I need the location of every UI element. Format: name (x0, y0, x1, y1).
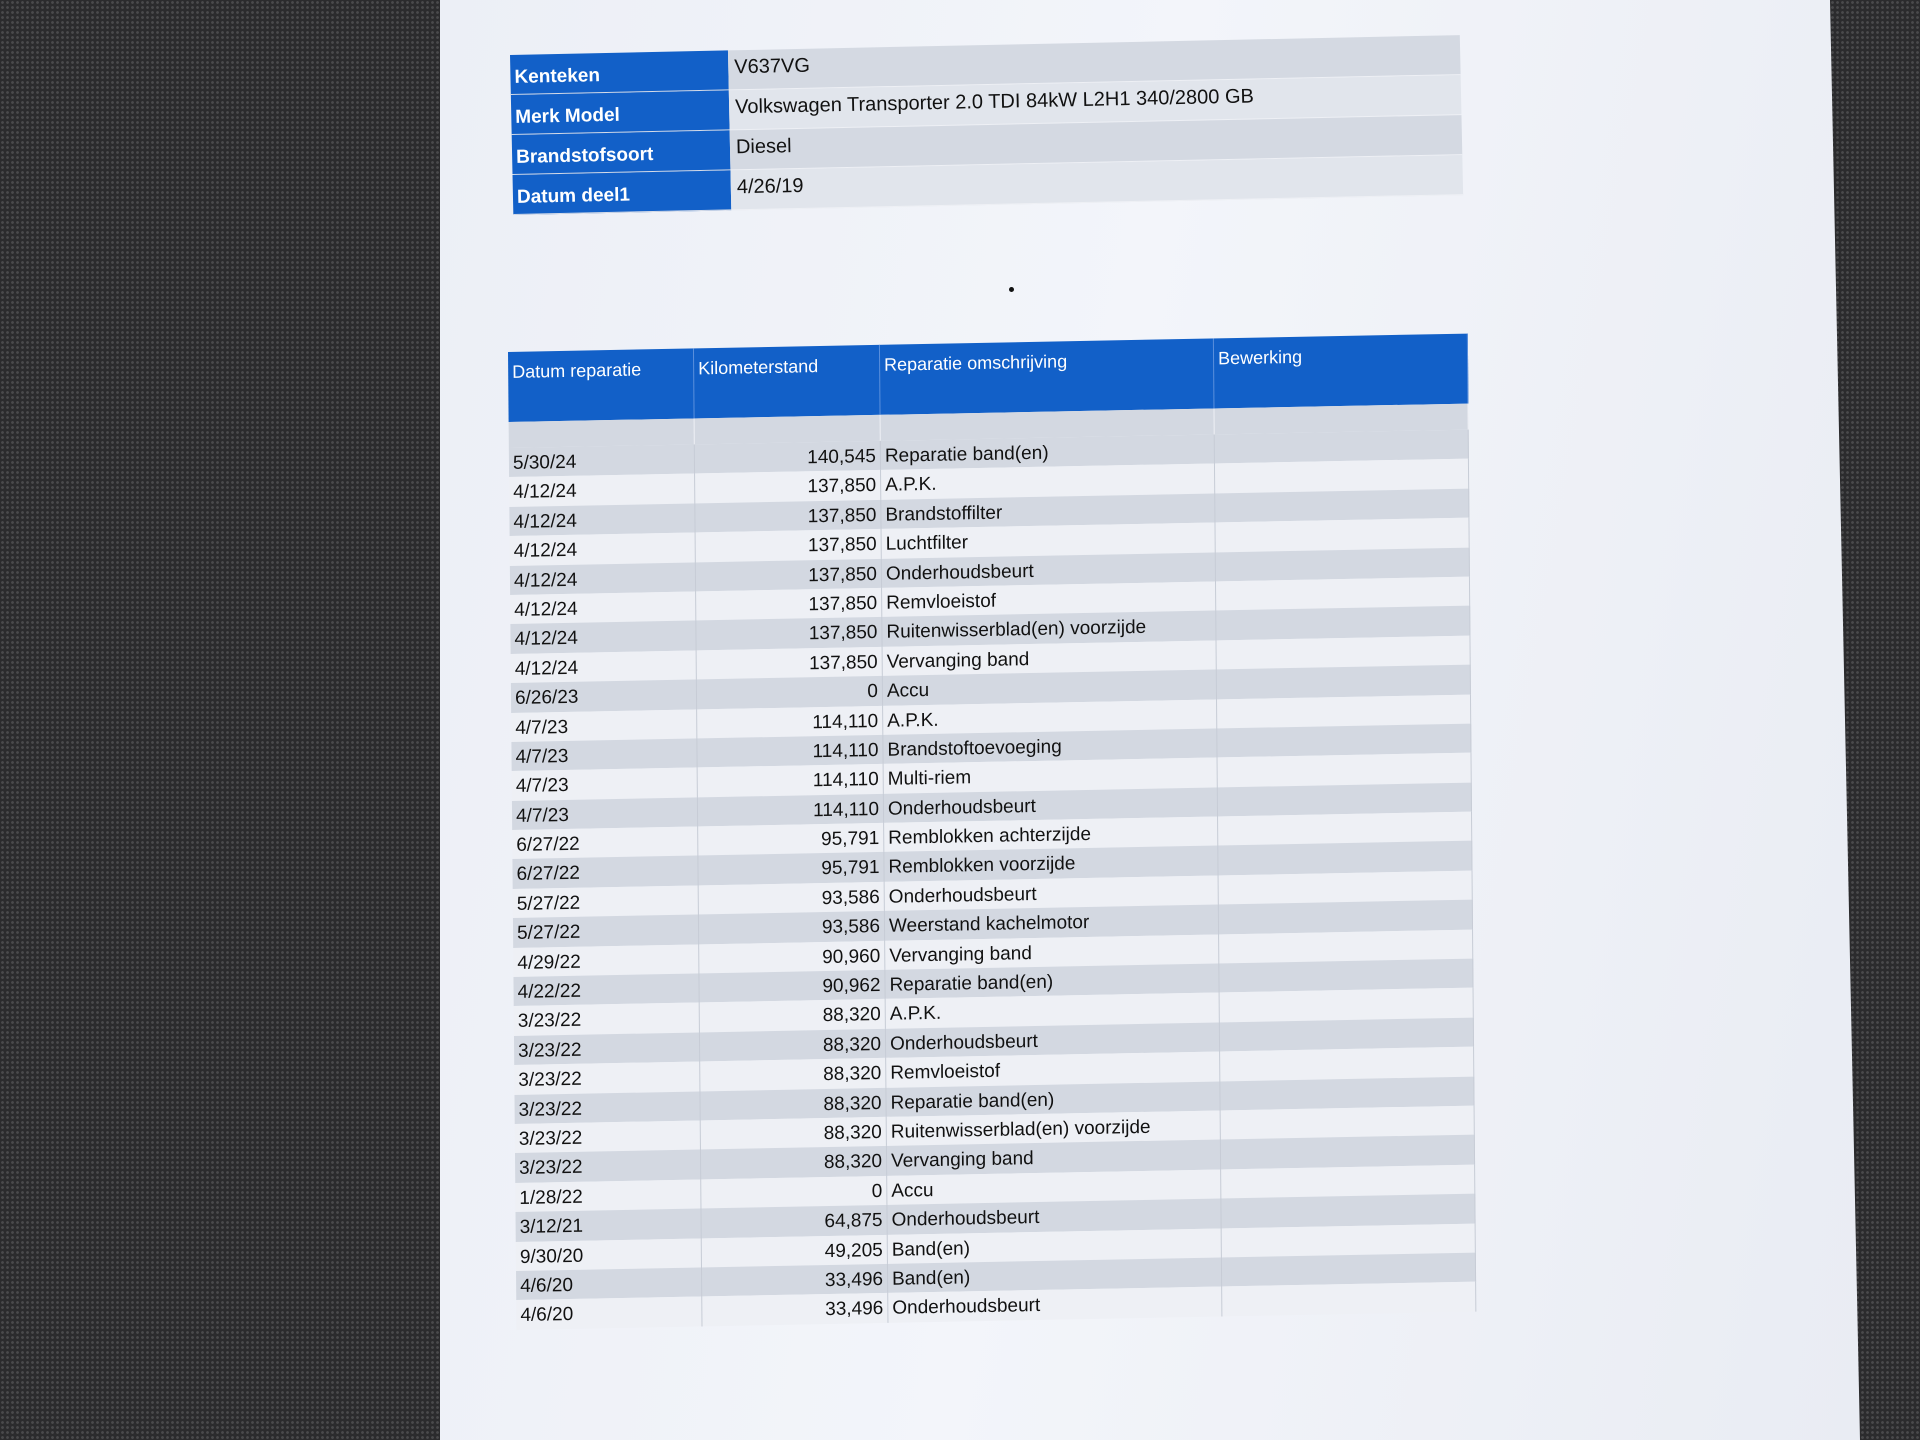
cell-kilometerstand: 88,320 (700, 1087, 886, 1120)
header-datum: Datum reparatie (508, 348, 695, 422)
cell-bewerking (1222, 1282, 1476, 1316)
cell-datum: 5/27/22 (513, 885, 699, 918)
cell-omschrijving: Vervanging band (885, 934, 1219, 970)
cell-datum: 4/12/24 (510, 562, 696, 595)
cell-datum: 6/26/23 (511, 680, 697, 713)
cell-datum: 3/23/22 (515, 1150, 701, 1183)
cell-omschrijving: Remvloeistof (886, 1052, 1220, 1088)
repairs-table (508, 334, 1476, 1330)
cell-datum: 3/12/21 (516, 1209, 702, 1242)
cell-omschrijving: Luchtfilter (882, 523, 1216, 559)
ink-speck (1009, 287, 1014, 292)
cell-kilometerstand: 90,962 (699, 970, 885, 1003)
cell-datum: 6/27/22 (512, 856, 698, 889)
cell-kilometerstand: 49,205 (702, 1234, 888, 1267)
cell-omschrijving: Multi-riem (884, 758, 1218, 794)
cell-datum: 4/6/20 (516, 1267, 702, 1300)
cell-kilometerstand: 33,496 (702, 1293, 888, 1326)
cell-omschrijving: Remblokken voorzijde (884, 846, 1218, 882)
cell-datum: 4/29/22 (513, 944, 699, 977)
cell-datum: 4/7/23 (511, 738, 697, 771)
cell-omschrijving: Brandstoffilter (881, 493, 1215, 529)
cell-kilometerstand: 114,110 (697, 705, 883, 738)
cell-kilometerstand: 137,850 (695, 470, 881, 503)
cell-kilometerstand: 88,320 (700, 999, 886, 1032)
cell-kilometerstand: 90,960 (699, 941, 885, 974)
cell-kilometerstand: 114,110 (698, 764, 884, 797)
cell-datum: 4/12/24 (510, 591, 696, 624)
cell-omschrijving: A.P.K. (886, 993, 1220, 1029)
info-value: Volkswagen Transporter 2.0 TDI 84kW L2H1 340/2800 GB (729, 75, 1462, 130)
header-omschrijving: Reparatie omschrijving (880, 338, 1215, 414)
cell-omschrijving: Weerstand kachelmotor (885, 905, 1219, 941)
info-value: V637VG (728, 35, 1461, 90)
cell-omschrijving: Onderhoudsbeurt (886, 1022, 1220, 1058)
cell-omschrijving: Onderhoudsbeurt (888, 1287, 1222, 1323)
cell-datum: 4/6/20 (516, 1297, 702, 1330)
cell-datum: 3/23/22 (514, 1091, 700, 1124)
cell-omschrijving: Ruitenwisserblad(en) voorzijde (887, 1110, 1221, 1146)
cell-kilometerstand: 137,850 (697, 647, 883, 680)
cell-datum: 4/7/23 (512, 768, 698, 801)
info-label: Kenteken (510, 50, 729, 95)
cell-omschrijving: Onderhoudsbeurt (884, 787, 1218, 823)
info-label: Datum deel1 (513, 170, 732, 215)
cell-omschrijving: Reparatie band(en) (881, 434, 1215, 470)
cell-kilometerstand: 88,320 (701, 1117, 887, 1150)
cell-datum: 4/12/24 (509, 503, 695, 536)
cell-datum: 5/30/24 (509, 444, 695, 477)
cell-kilometerstand: 114,110 (698, 794, 884, 827)
cell-omschrijving: Accu (887, 1169, 1221, 1205)
cell-datum: 5/27/22 (513, 915, 699, 948)
cell-omschrijving: Onderhoudsbeurt (882, 552, 1216, 588)
cell-kilometerstand: 88,320 (701, 1146, 887, 1179)
cell-datum: 3/23/22 (514, 1003, 700, 1036)
cell-kilometerstand: 64,875 (701, 1205, 887, 1238)
cell-omschrijving: Reparatie band(en) (886, 1081, 1220, 1117)
cell-kilometerstand: 137,850 (696, 588, 882, 621)
cell-kilometerstand: 114,110 (697, 735, 883, 768)
cell-omschrijving: Vervanging band (883, 640, 1217, 676)
header-bewerking: Bewerking (1214, 334, 1469, 409)
header-kilometerstand: Kilometerstand (694, 345, 881, 419)
cell-omschrijving: Onderhoudsbeurt (887, 1199, 1221, 1235)
cell-omschrijving: Reparatie band(en) (885, 963, 1219, 999)
cell-datum: 3/23/22 (514, 1062, 700, 1095)
cell-datum: 4/12/24 (510, 533, 696, 566)
cell-datum: 3/23/22 (514, 1032, 700, 1065)
cell-omschrijving: Ruitenwisserblad(en) voorzijde (882, 611, 1216, 647)
cell-kilometerstand: 88,320 (700, 1058, 886, 1091)
cell-datum: 4/7/23 (511, 709, 697, 742)
cell-omschrijving: Band(en) (888, 1228, 1222, 1264)
cell-kilometerstand: 137,850 (696, 617, 882, 650)
cell-kilometerstand: 93,586 (699, 911, 885, 944)
info-value: Diesel (730, 115, 1463, 170)
cell-datum: 9/30/20 (516, 1238, 702, 1271)
cell-omschrijving: Remblokken achterzijde (884, 817, 1218, 853)
cell-kilometerstand: 95,791 (698, 823, 884, 856)
cell-kilometerstand: 88,320 (700, 1029, 886, 1062)
cell-datum: 3/23/22 (515, 1120, 701, 1153)
cell-kilometerstand: 137,850 (696, 558, 882, 591)
cell-omschrijving: Band(en) (888, 1257, 1222, 1293)
cell-datum: 6/27/22 (512, 827, 698, 860)
cell-omschrijving: A.P.K. (881, 464, 1215, 500)
cell-datum: 4/12/24 (511, 650, 697, 683)
cell-datum: 1/28/22 (515, 1179, 701, 1212)
info-value: 4/26/19 (730, 155, 1463, 210)
cell-kilometerstand: 0 (697, 676, 883, 709)
cell-omschrijving: A.P.K. (883, 699, 1217, 735)
info-label: Merk Model (511, 90, 730, 135)
cell-kilometerstand: 93,586 (699, 882, 885, 915)
cell-omschrijving: Remvloeistof (882, 581, 1216, 617)
cell-kilometerstand: 137,850 (695, 500, 881, 533)
cell-omschrijving: Vervanging band (887, 1140, 1221, 1176)
cell-kilometerstand: 33,496 (702, 1264, 888, 1297)
cell-kilometerstand: 0 (701, 1176, 887, 1209)
cell-datum: 4/12/24 (510, 621, 696, 654)
vehicle-info-table (510, 35, 1463, 215)
cell-kilometerstand: 140,545 (695, 441, 881, 474)
cell-omschrijving: Accu (883, 670, 1217, 706)
cell-datum: 4/7/23 (512, 797, 698, 830)
cell-kilometerstand: 95,791 (698, 852, 884, 885)
info-label: Brandstofsoort (512, 130, 731, 175)
cell-omschrijving: Brandstoftoevoeging (883, 728, 1217, 764)
cell-kilometerstand: 137,850 (696, 529, 882, 562)
cell-datum: 4/22/22 (513, 973, 699, 1006)
table-body (509, 430, 1477, 1330)
cell-datum: 4/12/24 (509, 474, 695, 507)
cell-omschrijving: Onderhoudsbeurt (885, 875, 1219, 911)
